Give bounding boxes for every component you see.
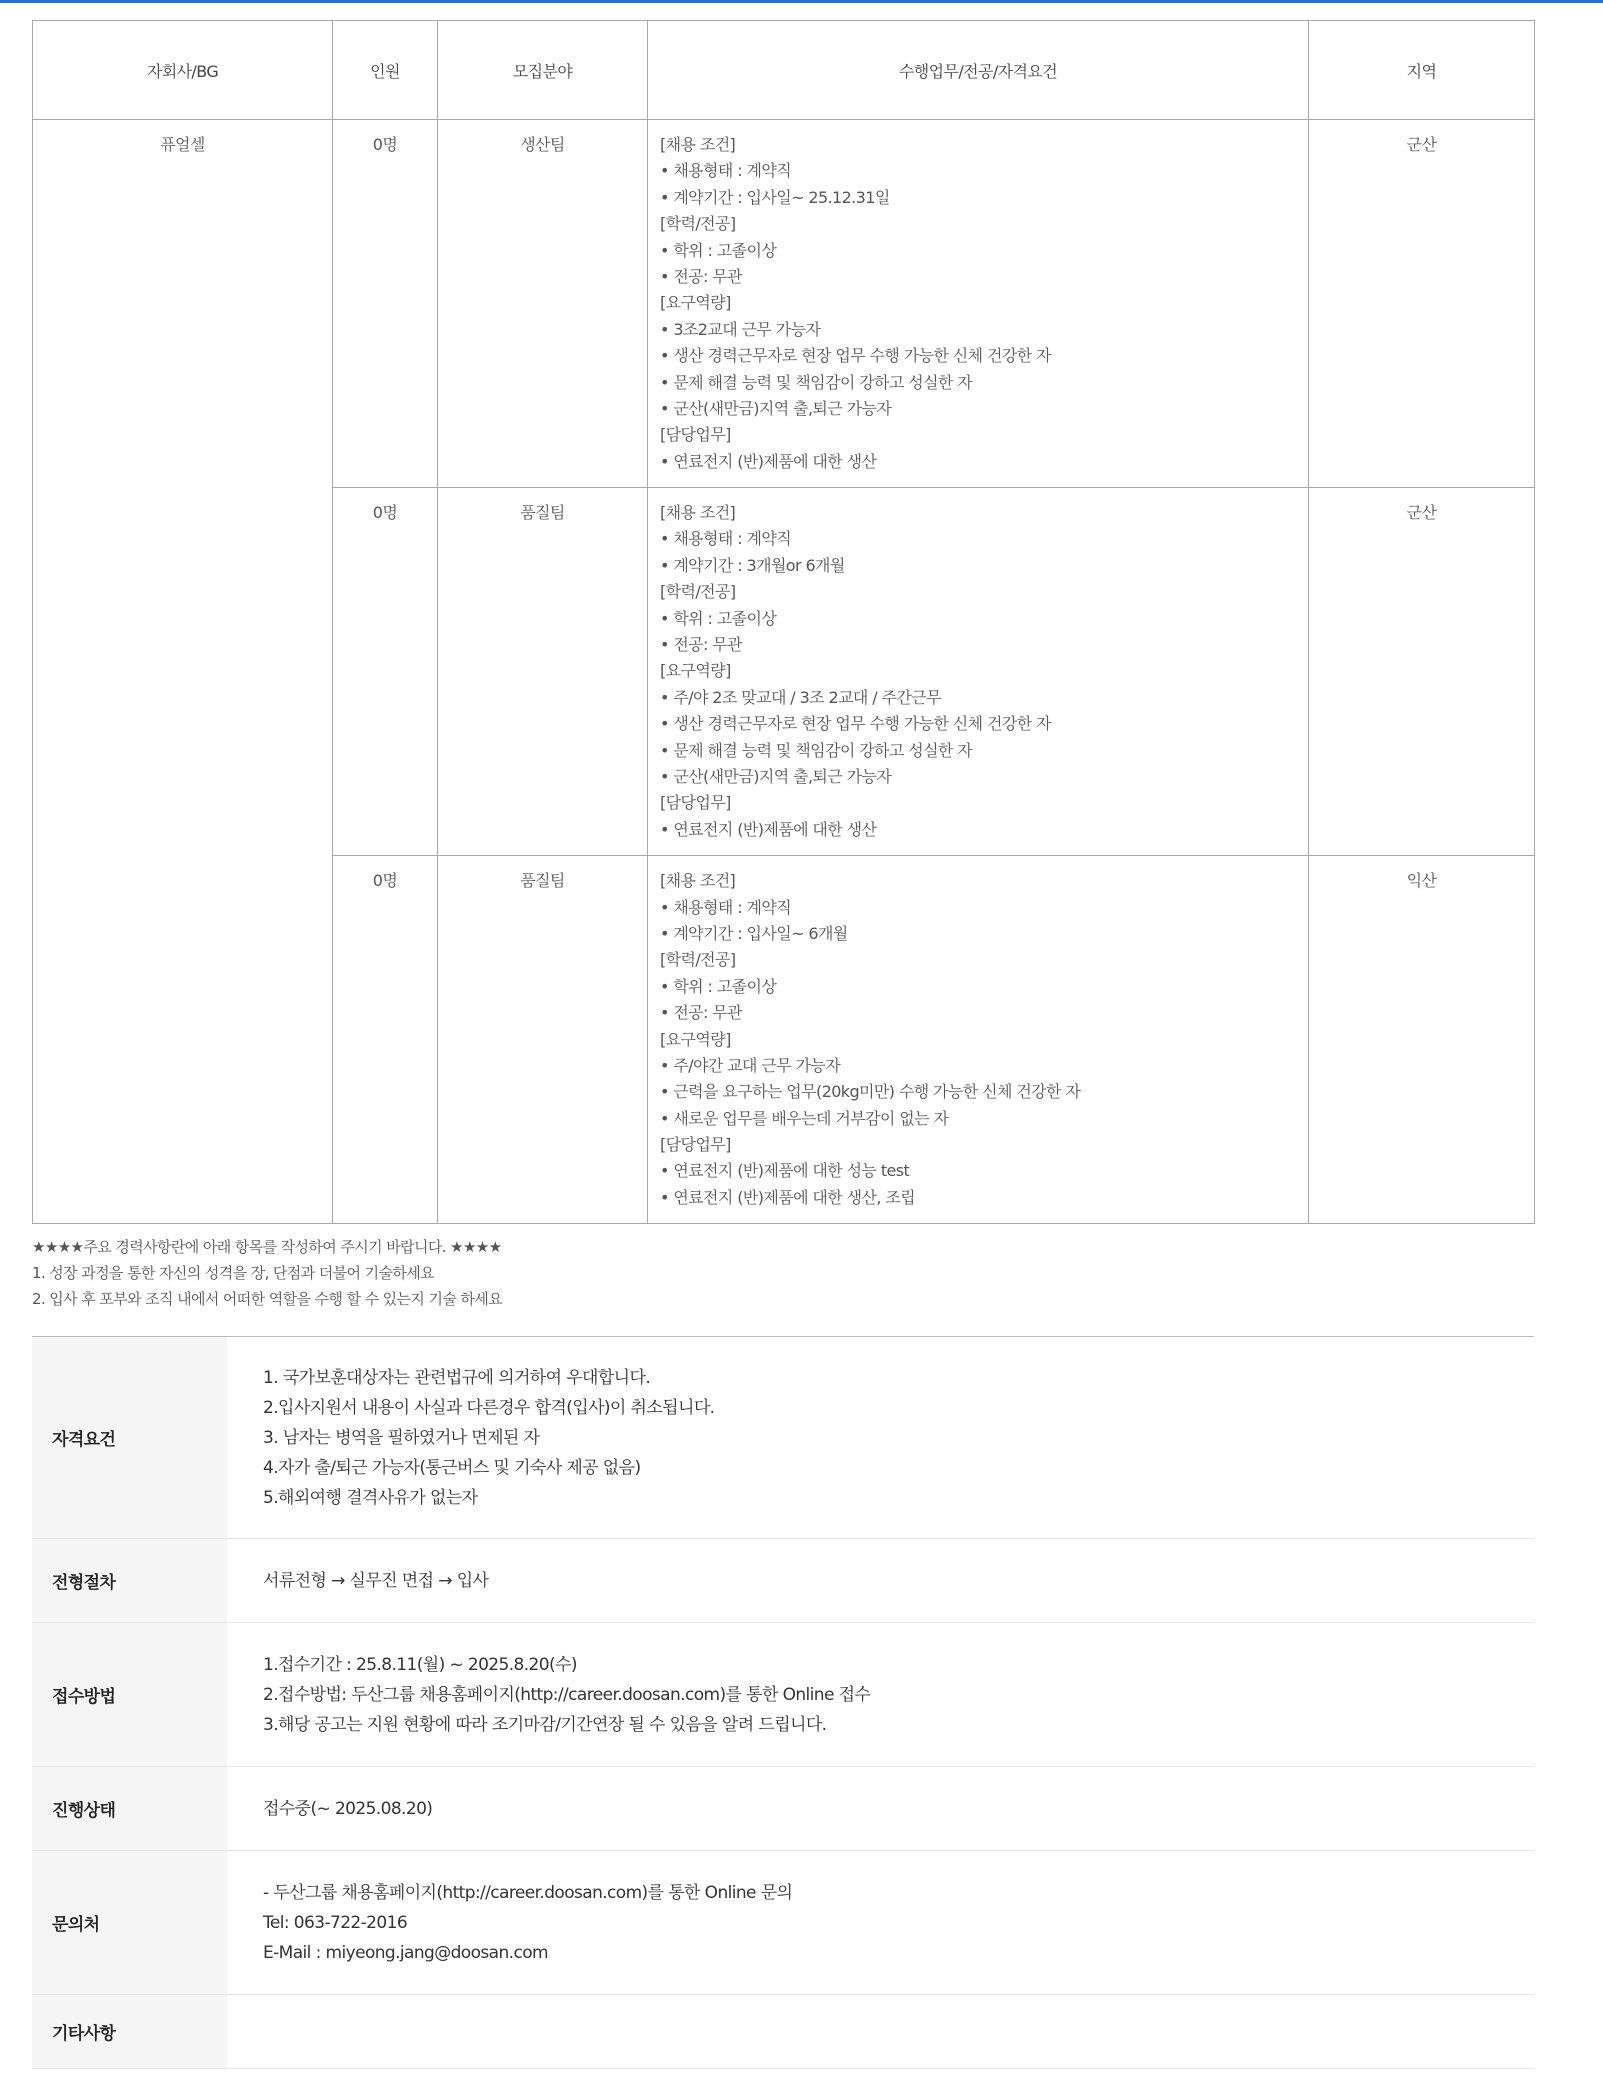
duty-line: • 학위 : 고졸이상 <box>660 240 777 260</box>
duty-line: [학력/전공] <box>660 950 736 970</box>
duty-line: • 생산 경력근무자로 현장 업무 수행 가능한 신체 건강한 자 <box>660 714 1051 734</box>
duty-line: • 학위 : 고졸이상 <box>660 976 777 996</box>
headcount-cell: 0명 <box>333 120 438 488</box>
header-field: 모집분야 <box>438 21 648 120</box>
header-region: 지역 <box>1309 21 1535 120</box>
table-header-row <box>33 21 1535 120</box>
info-row-process <box>32 1539 1534 1623</box>
duty-line: [담당업무] <box>660 793 731 813</box>
info-line: 3. 남자는 병역을 필하였거나 면제된 자 <box>263 1427 540 1448</box>
duty-line: • 계약기간 : 입사일~ 6개월 <box>660 923 848 943</box>
info-line: E-Mail : miyeong.jang@doosan.com <box>263 1942 548 1963</box>
info-row-application-method <box>32 1623 1534 1767</box>
info-line: 1.접수기간 : 25.8.11(월) ~ 2025.8.20(수) <box>263 1654 577 1675</box>
duties-cell <box>648 856 1309 1224</box>
duty-line: • 연료전지 (반)제품에 대한 생산 <box>660 451 877 471</box>
duty-line: • 전공: 무관 <box>660 266 743 286</box>
info-label: 전형절차 <box>32 1539 227 1623</box>
info-line: Tel: 063-722-2016 <box>263 1912 408 1933</box>
duty-line: • 3조2교대 근무 가능자 <box>660 319 821 339</box>
duty-line: • 전공: 무관 <box>660 1003 743 1023</box>
header-duties: 수행업무/전공/자격요건 <box>648 21 1309 120</box>
region-cell: 군산 <box>1309 488 1535 856</box>
info-line: 5.해외여행 결격사유가 없는자 <box>263 1487 478 1508</box>
duty-line: • 문제 해결 능력 및 책임감이 강하고 성실한 자 <box>660 372 973 392</box>
duty-line: • 주/야 2조 맞교대 / 3조 2교대 / 주간근무 <box>660 687 941 707</box>
info-line: - 두산그룹 채용홈페이지(http://career.doosan.com)를 통한 Online 문의 <box>263 1882 793 1903</box>
info-table <box>32 1337 1534 2069</box>
info-value <box>227 1995 1534 2069</box>
info-line: 서류전형 → 실무진 면접 → 입사 <box>263 1570 489 1591</box>
field-cell: 품질팀 <box>438 488 648 856</box>
duty-line: • 주/야간 교대 근무 가능자 <box>660 1055 841 1075</box>
duty-line: • 채용형태 : 계약직 <box>660 897 792 917</box>
duty-line: • 문제 해결 능력 및 책임감이 강하고 성실한 자 <box>660 740 973 760</box>
info-line: 접수중(~ 2025.08.20) <box>263 1798 433 1819</box>
duty-line: [학력/전공] <box>660 214 736 234</box>
info-value <box>227 1851 1534 1995</box>
duty-line: • 근력을 요구하는 업무(20kg미만) 수행 가능한 신체 건강한 자 <box>660 1082 1081 1102</box>
info-label: 문의처 <box>32 1851 227 1995</box>
duty-line: [요구역량] <box>660 293 731 313</box>
info-row-contact <box>32 1851 1534 1995</box>
note-line: 2. 입사 후 포부와 조직 내에서 어떠한 역할을 수행 할 수 있는지 기술 하세요 <box>32 1290 503 1308</box>
duty-line: • 연료전지 (반)제품에 대한 생산 <box>660 819 877 839</box>
duty-line: • 계약기간 : 입사일~ 25.12.31일 <box>660 187 890 207</box>
headcount-cell: 0명 <box>333 856 438 1224</box>
info-row-other <box>32 1995 1534 2069</box>
duty-line: • 연료전지 (반)제품에 대한 생산, 조립 <box>660 1187 916 1207</box>
duty-line: • 학위 : 고졸이상 <box>660 608 777 628</box>
duty-line: [채용 조건] <box>660 871 736 891</box>
company-cell: 퓨얼셀 <box>33 120 333 1224</box>
info-line: 2.접수방법: 두산그룹 채용홈페이지(http://career.doosan.com)를 통한 Online 접수 <box>263 1684 871 1705</box>
region-cell: 익산 <box>1309 856 1535 1224</box>
top-accent-line <box>0 0 1603 3</box>
duty-line: [채용 조건] <box>660 503 736 523</box>
info-label: 접수방법 <box>32 1623 227 1767</box>
duty-line: • 연료전지 (반)제품에 대한 성능 test <box>660 1161 910 1181</box>
header-headcount: 인원 <box>333 21 438 120</box>
region-cell: 군산 <box>1309 120 1535 488</box>
duty-line: • 생산 경력근무자로 현장 업무 수행 가능한 신체 건강한 자 <box>660 346 1051 366</box>
application-notes <box>32 1234 1534 1312</box>
duties-cell <box>648 488 1309 856</box>
duty-line: • 군산(새만금)지역 출,퇴근 가능자 <box>660 398 892 418</box>
duty-line: • 전공: 무관 <box>660 635 743 655</box>
duty-line: [담당업무] <box>660 425 731 445</box>
duty-line: • 채용형태 : 계약직 <box>660 529 792 549</box>
info-value <box>227 1767 1534 1851</box>
duties-cell <box>648 120 1309 488</box>
duty-line: • 새로운 업무를 배우는데 거부감이 없는 자 <box>660 1108 949 1128</box>
duty-line: [학력/전공] <box>660 582 736 602</box>
duty-line: • 군산(새만금)지역 출,퇴근 가능자 <box>660 766 892 786</box>
info-row-status <box>32 1767 1534 1851</box>
duty-line: • 채용형태 : 계약직 <box>660 161 792 181</box>
info-label: 진행상태 <box>32 1767 227 1851</box>
duty-line: • 계약기간 : 3개월or 6개월 <box>660 555 845 575</box>
info-label: 자격요건 <box>32 1337 227 1539</box>
info-line: 2.입사지원서 내용이 사실과 다른경우 합격(입사)이 취소됩니다. <box>263 1397 715 1418</box>
duty-line: [채용 조건] <box>660 135 736 154</box>
duty-line: [담당업무] <box>660 1135 731 1155</box>
info-value <box>227 1337 1534 1539</box>
note-line: 1. 성장 과정을 통한 자신의 성격을 장, 단점과 더불어 기술하세요 <box>32 1264 435 1282</box>
headcount-cell: 0명 <box>333 488 438 856</box>
info-label: 기타사항 <box>32 1995 227 2069</box>
info-line: 3.해당 공고는 지원 현황에 따라 조기마감/기간연장 될 수 있음을 알려 드립니다. <box>263 1714 827 1735</box>
job-table <box>32 20 1535 1224</box>
header-company: 자회사/BG <box>33 21 333 120</box>
info-line: 1. 국가보훈대상자는 관련법규에 의거하여 우대합니다. <box>263 1367 651 1388</box>
field-cell: 생산팀 <box>438 120 648 488</box>
duty-line: [요구역량] <box>660 661 731 681</box>
field-cell: 품질팀 <box>438 856 648 1224</box>
info-value <box>227 1539 1534 1623</box>
note-line: ★★★★주요 경력사항란에 아래 항목를 작성하여 주시기 바랍니다. ★★★★ <box>32 1238 502 1256</box>
table-row <box>33 120 1535 488</box>
info-line: 4.자가 출/퇴근 가능자(통근버스 및 기숙사 제공 없음) <box>263 1457 641 1478</box>
info-value <box>227 1623 1534 1767</box>
info-row-qualifications <box>32 1337 1534 1539</box>
duty-line: [요구역량] <box>660 1029 731 1049</box>
